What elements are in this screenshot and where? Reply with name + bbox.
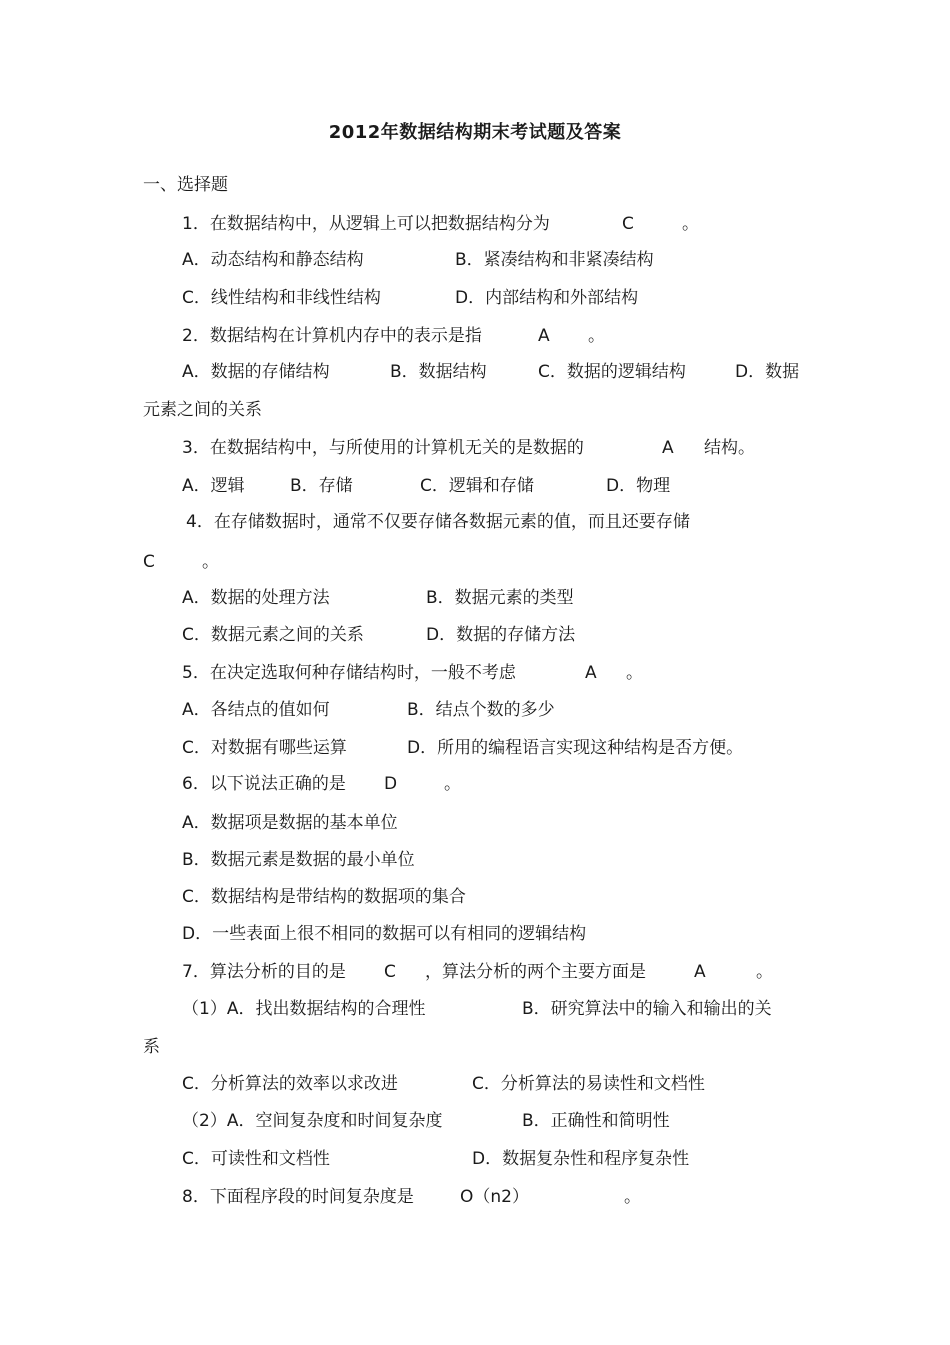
line-q4cont-seg-0: C bbox=[143, 552, 155, 572]
line-q5cd-seg-0: C．对数据有哪些运算 bbox=[182, 738, 347, 758]
line-q1cd-seg-0: C．线性结构和非线性结构 bbox=[182, 288, 381, 308]
line-q3-seg-1: A bbox=[662, 438, 674, 458]
line-q1ab-seg-1: B．紧凑结构和非紧凑结构 bbox=[455, 250, 654, 270]
line-q3opts-seg-2: C．逻辑和存储 bbox=[420, 476, 534, 496]
line-q6-seg-0: 6．以下说法正确的是 bbox=[182, 774, 346, 794]
line-q2opts-seg-3: D．数据 bbox=[735, 362, 800, 382]
line-q1-seg-0: 1．在数据结构中，从逻辑上可以把数据结构分为 bbox=[182, 214, 550, 234]
line-q2opts-seg-0: A．数据的存储结构 bbox=[182, 362, 330, 382]
line-q5ab-seg-1: B．结点个数的多少 bbox=[407, 700, 555, 720]
section-heading: 一、选择题 bbox=[143, 175, 228, 195]
line-q6a-seg-0: A．数据项是数据的基本单位 bbox=[182, 813, 398, 833]
line-q7p1ab-seg-0: （1）A．找出数据结构的合理性 bbox=[182, 999, 426, 1019]
line-q4cd-seg-1: D．数据的存储方法 bbox=[426, 625, 576, 645]
line-q7p2cd-seg-1: D．数据复杂性和程序复杂性 bbox=[472, 1149, 690, 1169]
line-q5cd-seg-1: D．所用的编程语言实现这种结构是否方便。 bbox=[407, 738, 744, 758]
line-q2-seg-1: A bbox=[538, 326, 550, 346]
line-q7-seg-3: A bbox=[694, 962, 706, 982]
line-q2opts-seg-1: B．数据结构 bbox=[390, 362, 487, 382]
line-q5ab-seg-0: A．各结点的值如何 bbox=[182, 700, 330, 720]
line-q6d-seg-0: D．一些表面上很不相同的数据可以有相同的逻辑结构 bbox=[182, 924, 587, 944]
line-q1-seg-1: C bbox=[622, 214, 634, 234]
line-q5-seg-1: A bbox=[585, 663, 597, 683]
line-q7p2ab-seg-0: （2）A．空间复杂度和时间复杂度 bbox=[182, 1111, 443, 1131]
line-q7p1cd-seg-0: C．分析算法的效率以求改进 bbox=[182, 1074, 398, 1094]
line-q3opts-seg-1: B．存储 bbox=[290, 476, 353, 496]
line-q7-seg-4: 。 bbox=[756, 962, 773, 982]
line-q4cd-seg-0: C．数据元素之间的关系 bbox=[182, 625, 364, 645]
line-q3opts-seg-0: A．逻辑 bbox=[182, 476, 245, 496]
line-q1-seg-2: 。 bbox=[682, 214, 699, 234]
line-q7-seg-0: 7．算法分析的目的是 bbox=[182, 962, 346, 982]
line-q7p2cd-seg-0: C．可读性和文档性 bbox=[182, 1149, 330, 1169]
line-q2-seg-0: 2．数据结构在计算机内存中的表示是指 bbox=[182, 326, 482, 346]
line-q6-seg-2: 。 bbox=[444, 774, 461, 794]
line-q4ab-seg-0: A．数据的处理方法 bbox=[182, 588, 330, 608]
line-q8-seg-2: 。 bbox=[624, 1187, 641, 1207]
line-q2cont-seg-0: 元素之间的关系 bbox=[143, 400, 262, 420]
line-q7-seg-2: ，算法分析的两个主要方面是 bbox=[425, 962, 646, 982]
line-q5-seg-2: 。 bbox=[626, 663, 643, 683]
line-q3-seg-0: 3．在数据结构中，与所使用的计算机无关的是数据的 bbox=[182, 438, 584, 458]
line-q8-seg-0: 8．下面程序段的时间复杂度是 bbox=[182, 1187, 414, 1207]
page-title: 2012年数据结构期末考试题及答案 bbox=[328, 122, 622, 143]
line-q6-seg-1: D bbox=[384, 774, 398, 794]
line-q6c-seg-0: C．数据结构是带结构的数据项的集合 bbox=[182, 887, 466, 907]
line-q7p2ab-seg-1: B．正确性和简明性 bbox=[522, 1111, 670, 1131]
line-q4cont-seg-1: 。 bbox=[202, 552, 219, 572]
line-q7p1cont-seg-0: 系 bbox=[143, 1037, 160, 1057]
line-q1cd-seg-1: D．内部结构和外部结构 bbox=[455, 288, 639, 308]
line-q7p1ab-seg-1: B．研究算法中的输入和输出的关 bbox=[522, 999, 772, 1019]
line-q3-seg-2: 结构。 bbox=[704, 438, 755, 458]
line-q4ab-seg-1: B．数据元素的类型 bbox=[426, 588, 574, 608]
line-q6b-seg-0: B．数据元素是数据的最小单位 bbox=[182, 850, 415, 870]
line-q7-seg-1: C bbox=[384, 962, 396, 982]
line-q4-seg-0: 4．在存储数据时，通常不仅要存储各数据元素的值，而且还要存储 bbox=[186, 512, 690, 532]
line-q8-seg-1: O（n2） bbox=[460, 1187, 529, 1207]
line-q2opts-seg-2: C．数据的逻辑结构 bbox=[538, 362, 686, 382]
line-q3opts-seg-3: D．物理 bbox=[606, 476, 671, 496]
line-q7p1cd-seg-1: C．分析算法的易读性和文档性 bbox=[472, 1074, 705, 1094]
line-q2-seg-2: 。 bbox=[588, 326, 605, 346]
line-q1ab-seg-0: A．动态结构和静态结构 bbox=[182, 250, 364, 270]
line-q5-seg-0: 5．在决定选取何种存储结构时，一般不考虑 bbox=[182, 663, 516, 683]
